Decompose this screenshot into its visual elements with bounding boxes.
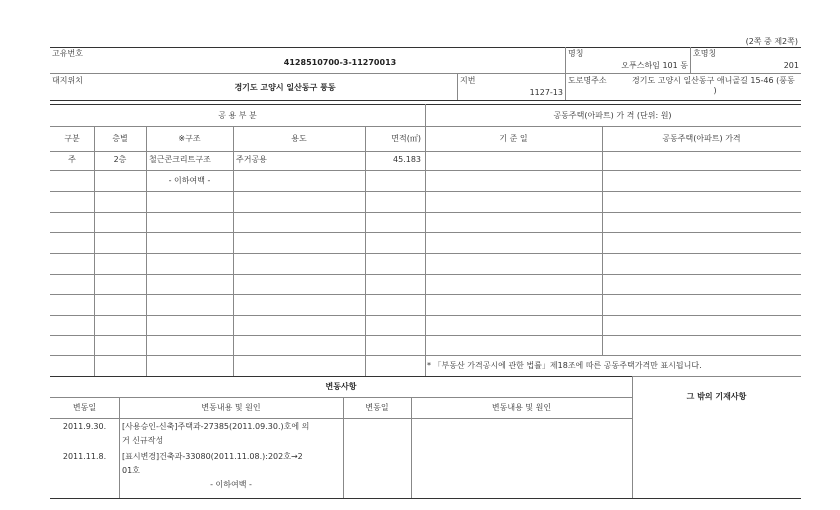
unique-no-label: 고유번호 bbox=[52, 49, 83, 58]
changes-bottom-border bbox=[50, 498, 801, 499]
name-value: 오푸스하임 101 동 bbox=[621, 61, 688, 70]
col-base-date: 기 준 일 bbox=[499, 134, 528, 143]
changes-col-content-2: 변동내용 및 원인 bbox=[491, 403, 552, 412]
col-structure: ※구조 bbox=[178, 134, 201, 143]
unit-label: 호명칭 bbox=[693, 49, 717, 58]
row1-floor: 2층 bbox=[113, 155, 127, 164]
lot-label: 지번 bbox=[460, 76, 476, 85]
header-mid-border bbox=[50, 73, 801, 74]
col-floor: 층별 bbox=[112, 134, 128, 143]
col-area: 면적(㎡) bbox=[391, 134, 421, 143]
unique-no-value: 4128510700-3-11270013 bbox=[283, 58, 397, 67]
change-2-content-line1: [표시변경]건축과-33080(2011.11.08.):202호→2 bbox=[122, 452, 303, 461]
road-label: 도로명주소 bbox=[568, 76, 607, 85]
change-1-content-line1: [사용승인-신축]주택과-27385(2011.09.30.)호에 의 bbox=[122, 422, 310, 431]
location-label: 대지위치 bbox=[52, 76, 83, 85]
footnote: * 「부동산 가격공시에 관한 법률」제18조에 따른 공동주택가격만 표시됩니다. bbox=[427, 361, 702, 370]
row1-area: 45.183 bbox=[393, 155, 421, 164]
row2-end-mark: - 이하여백 - bbox=[168, 176, 211, 185]
unit-value: 201 bbox=[783, 61, 799, 70]
header-bottom-border bbox=[50, 100, 801, 101]
change-1-date: 2011.9.30. bbox=[62, 422, 107, 431]
col-div: 구분 bbox=[64, 134, 80, 143]
changes-end-mark: - 이하여백 - bbox=[210, 480, 252, 489]
changes-col-date-2: 변동일 bbox=[365, 403, 389, 412]
header-top-border bbox=[50, 47, 801, 48]
change-1-content-line2: 거 신규작성 bbox=[122, 436, 164, 445]
row1-div: 주 bbox=[68, 155, 76, 164]
row1-use: 주거공용 bbox=[236, 155, 267, 164]
row1-structure: 철근콘크리트구조 bbox=[149, 155, 211, 164]
page-indicator: (2쪽 중 제2쪽) bbox=[745, 37, 798, 46]
changes-col-date: 변동일 bbox=[72, 403, 97, 412]
col-price: 공동주택(아파트) 가격 bbox=[662, 134, 741, 143]
col-use: 용도 bbox=[291, 134, 307, 143]
section-price-title: 공동주택(아파트) 가 격 (단위: 원) bbox=[553, 111, 672, 120]
other-notes-title: 그 밖의 기재사항 bbox=[686, 392, 747, 401]
name-label: 명칭 bbox=[568, 49, 584, 58]
change-2-date: 2011.11.8. bbox=[62, 452, 107, 461]
changes-col-content: 변동내용 및 원인 bbox=[201, 403, 261, 412]
road-value-line2: ) bbox=[713, 86, 717, 95]
road-value-line1: 경기도 고양시 일산동구 애니골길 15-46 (풍동 bbox=[632, 76, 795, 85]
changes-title: 변동사항 bbox=[325, 382, 357, 391]
change-2-content-line2: 01호 bbox=[122, 466, 140, 475]
section-common-title: 공 용 부 분 bbox=[218, 111, 257, 120]
location-value: 경기도 고양시 일산동구 풍동 bbox=[234, 83, 336, 92]
lot-value: 1127-13 bbox=[529, 88, 563, 97]
